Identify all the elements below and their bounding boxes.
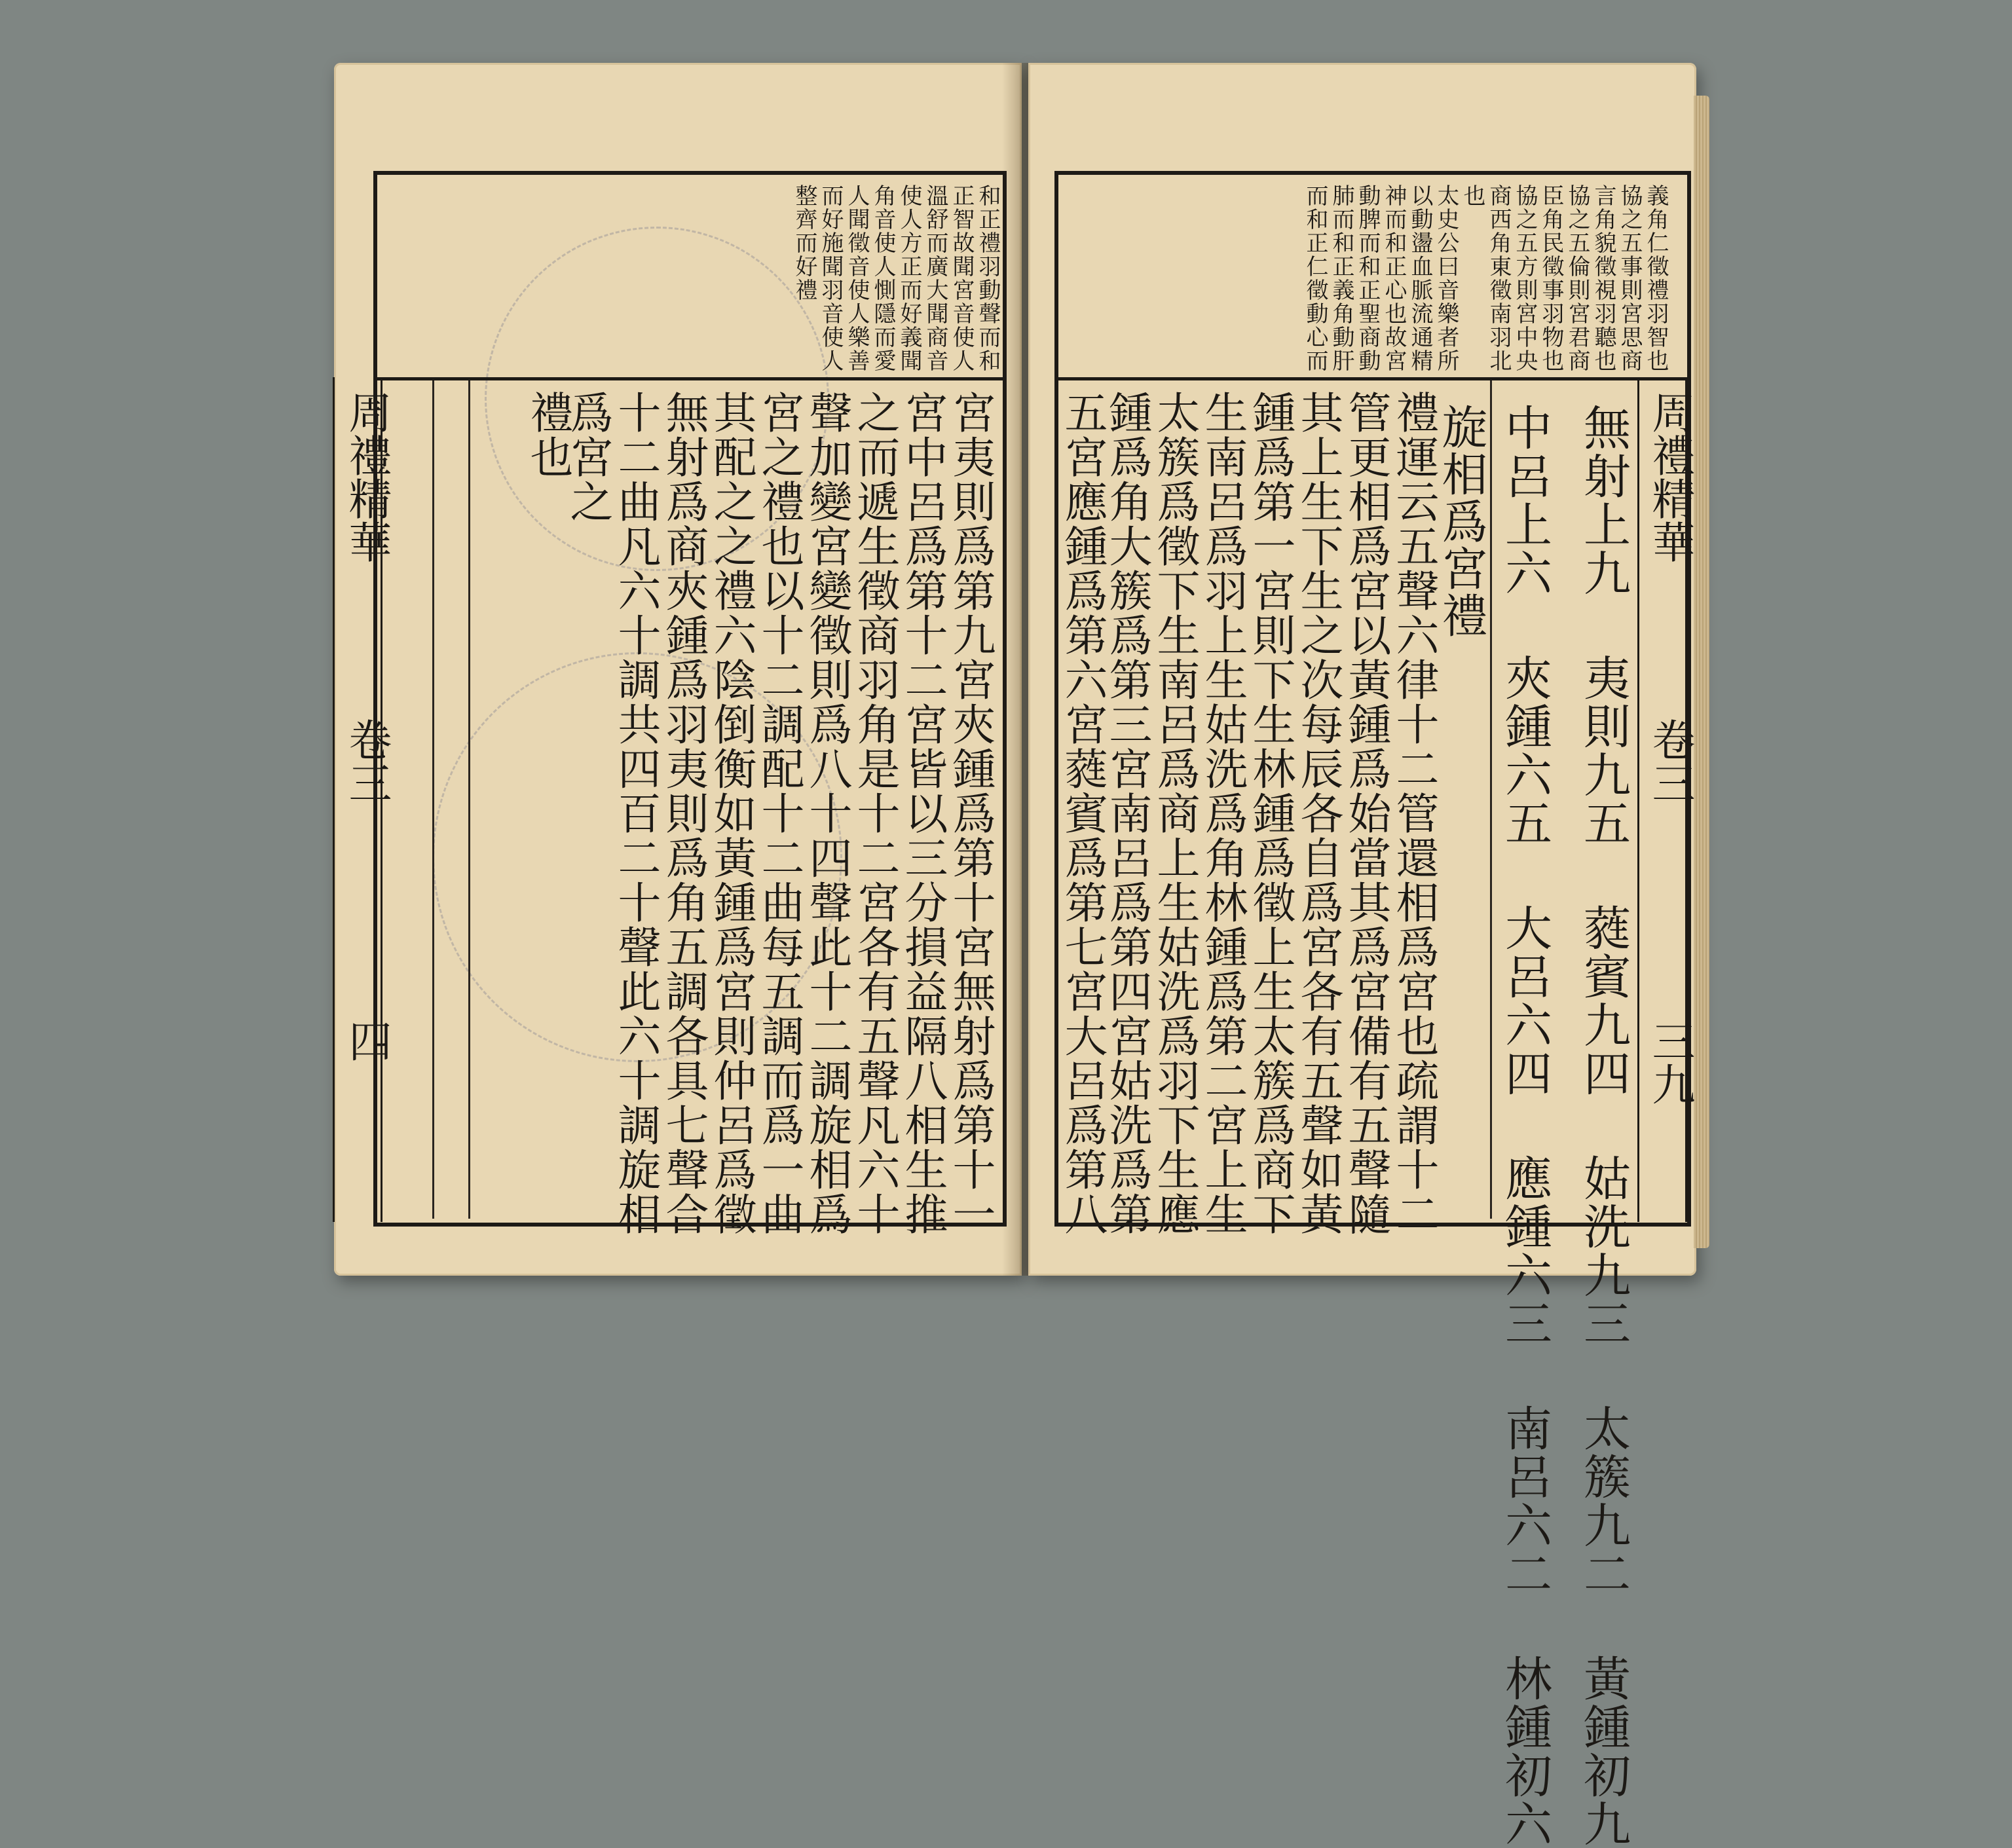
main-text-column: 宮中呂爲第十二宮皆以三分損益隔八相生推 [897,390,948,1236]
commentary-column: 和正禮羽動聲而和 [975,184,1001,373]
commentary-column: 整齊而好禮 [791,184,817,302]
commentary-column: 義角仁徵禮羽智也 [1643,184,1669,373]
commentary-column: 而好施聞羽音使人 [817,184,844,373]
commentary-column: 言角貌徵視羽聽也 [1590,184,1616,373]
main-text-column: 之而遞生徵商羽角是十二宮各有五聲凡六十 [849,390,900,1236]
main-text-column: 生南呂爲羽上生姑洗爲角林鍾爲第二宮上生 [1197,390,1248,1236]
commentary-column: 協之五方則宮中央 [1512,184,1538,373]
right-page [1028,63,1696,1848]
commentary-column: 動脾而和正聖商動 [1354,184,1381,373]
commentary-column: 協之五事則宮思商 [1616,184,1643,373]
pitch-column-yin: 中呂上六 夾鍾六五 大呂六四 應鍾六三 南呂六二 林鍾初六 [1497,403,1552,1848]
commentary-column: 神而和正心也故宮 [1381,184,1407,373]
commentary-column: 臣角民徵事羽物也 [1538,184,1564,373]
main-text-column: 禮運云五聲六律十二管還相爲宮也疏謂十二 [1388,390,1439,1236]
side-volume: 卷三 [1645,718,1695,804]
main-text-column: 聲加變宮變徵則爲八十四聲此十二調旋相爲 [802,390,852,1236]
pitch-column-yang: 無射上九 夷則九五 蕤賓九四 姑洗九三 太簇九二 黃鍾初九 [1576,403,1631,1848]
commentary-column: 以動盪血脈流通精 [1407,184,1433,373]
commentary-column: 協之五倫則宮君商 [1564,184,1590,373]
commentary-column: 正智故聞宮音使人 [948,184,975,373]
main-text-column: 十二曲凡六十調共四百二十聲此六十調旋相 [610,390,661,1236]
left-page [334,63,1022,1276]
side-volume: 卷三 [341,718,392,804]
main-text-column: 太簇爲徵下生南呂爲商上生姑洗爲羽下生應 [1149,390,1200,1236]
main-text-column: 鍾爲角大簇爲第三宮南呂爲第四宮姑洗爲第 [1102,390,1152,1236]
commentary-divider [1054,377,1690,380]
open-book [308,63,1716,1848]
commentary-column: 角音使人惻隱而愛 [870,184,896,373]
commentary-column: 肺而和正義角動肝 [1328,184,1354,373]
main-text-column: 宮之禮也以十二調配十二曲每五調而爲一曲 [754,390,804,1236]
main-text-column: 爲宮之 [563,390,613,524]
main-text-column: 無射爲商夾鍾爲羽夷則爲角五調各具七聲合 [658,390,709,1236]
commentary-column: 商西角東徵南羽北 [1485,184,1512,373]
main-text-column: 其上生下生之次每辰各自爲宮各有五聲如黃 [1293,390,1343,1236]
column-rule [432,380,434,1219]
commentary-column: 也 [1459,184,1485,208]
side-page-number: 四 [341,1019,392,1062]
side-title: 周禮精華 [1645,390,1695,563]
side-title: 周禮精華 [341,390,392,563]
commentary-column: 而和正仁徵動心而 [1302,184,1328,373]
column-rule [1490,380,1492,1219]
side-page-number: 三九 [1645,1019,1695,1105]
section-heading: 旋相爲宮禮 [1434,403,1488,639]
commentary-column: 人聞徵音使人樂善 [844,184,870,373]
commentary-column: 太史公曰音樂者所 [1433,184,1459,373]
commentary-column: 溫舒而廣大聞商音 [922,184,948,373]
main-text-column: 鍾爲第一宮則下生林鍾爲徵上生太簇爲商下 [1245,390,1295,1236]
main-text-column: 五宮應鍾爲第六宮蕤賓爲第七宮大呂爲第八 [1057,390,1108,1236]
commentary-column: 使人方正而好義聞 [896,184,922,373]
column-rule [468,380,470,1219]
main-text-column: 管更相爲宮以黃鍾爲始當其爲宮備有五聲隨 [1341,390,1391,1236]
main-text-column: 禮也 [523,390,573,479]
main-text-column: 宮夷則爲第九宮夾鍾爲第十宮無射爲第十一 [945,390,996,1236]
main-text-column: 其配之之禮六陰倒衡如黃鍾爲宮則仲呂爲徵 [706,390,756,1236]
